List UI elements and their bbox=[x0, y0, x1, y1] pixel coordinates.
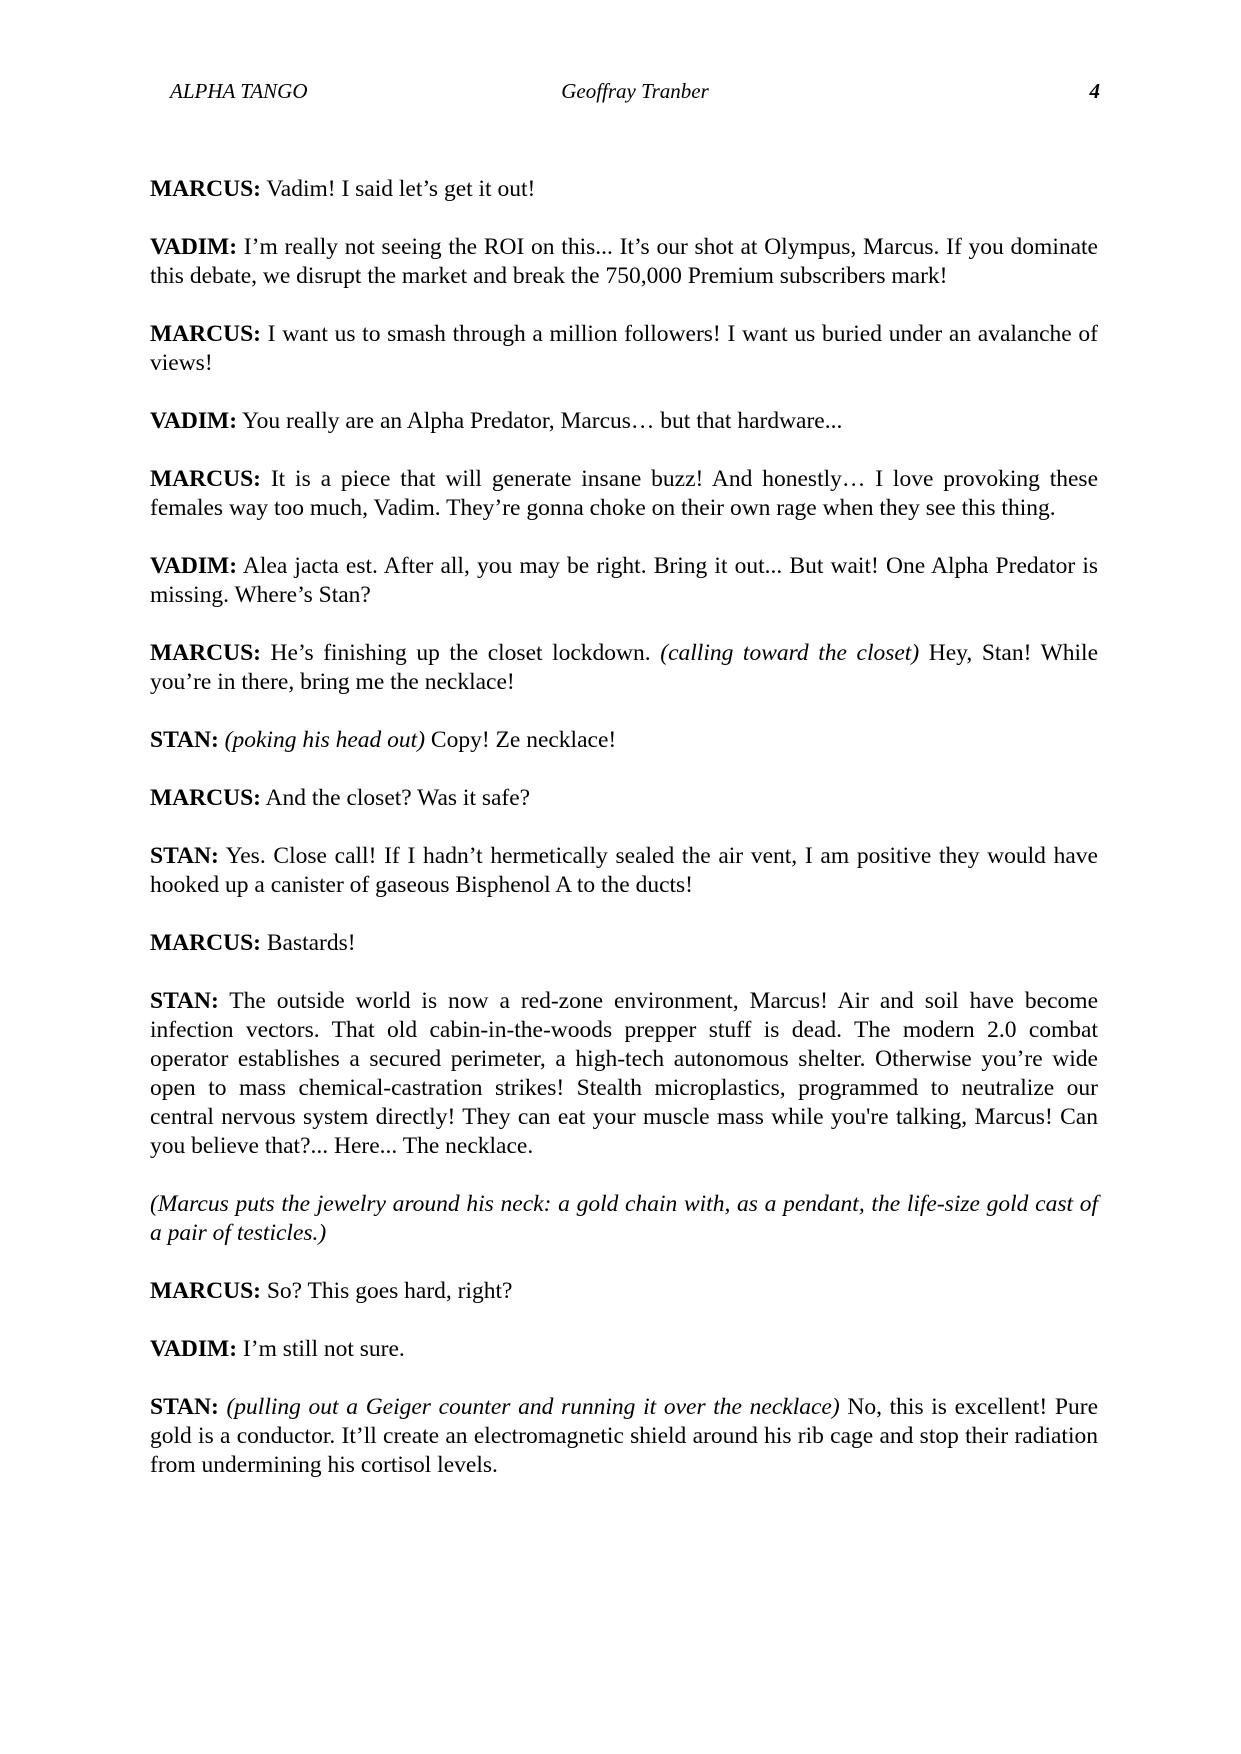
dialogue-line bbox=[150, 175, 1098, 204]
parenthetical: (poking his head out) bbox=[224, 727, 426, 753]
dialogue-text: You really are an Alpha Predator, Marcus… but that hardware... bbox=[237, 408, 843, 434]
dialogue-text: Copy! Ze necklace! bbox=[425, 727, 617, 753]
speaker-name: MARCUS: bbox=[150, 930, 261, 956]
dialogue-line bbox=[150, 784, 1098, 813]
running-header bbox=[170, 76, 1100, 106]
dialogue-text: And the closet? Was it safe? bbox=[260, 785, 531, 811]
speaker-name: VADIM: bbox=[150, 553, 238, 579]
dialogue-text: Alea jacta est. After all, you may be right. Bring it out... But wait! One Alpha Predator is missing. Where’s Stan? bbox=[150, 553, 1098, 608]
parenthetical: (pulling out a Geiger counter and running it over the necklace) bbox=[226, 1394, 840, 1420]
dialogue-line bbox=[150, 320, 1098, 378]
script-body bbox=[150, 175, 1098, 1509]
dialogue-line bbox=[150, 929, 1098, 958]
dialogue-line bbox=[150, 987, 1098, 1161]
speaker-name: STAN: bbox=[150, 727, 219, 753]
speaker-name: VADIM: bbox=[150, 1336, 238, 1362]
header-author: Geoffray Tranber bbox=[561, 79, 709, 103]
dialogue-text: Bastards! bbox=[260, 930, 356, 956]
speaker-name: VADIM: bbox=[150, 234, 238, 260]
dialogue-line bbox=[150, 1277, 1098, 1306]
dialogue-text: Yes. Close call! If I hadn’t hermetically sealed the air vent, I am positive they would have hooked up a canister of gaseous Bisphenol A to the ducts! bbox=[150, 843, 1098, 898]
speaker-name: MARCUS: bbox=[150, 466, 261, 492]
dialogue-line bbox=[150, 407, 1098, 436]
dialogue-line bbox=[150, 1335, 1098, 1364]
parenthetical: (calling toward the closet) bbox=[660, 640, 920, 666]
dialogue-line bbox=[150, 1393, 1098, 1480]
dialogue-text: Hey, Stan! While you’re in there, bring me the necklace! bbox=[150, 640, 1099, 695]
dialogue-line bbox=[150, 639, 1098, 697]
speaker-name: STAN: bbox=[150, 843, 219, 869]
dialogue-line bbox=[150, 842, 1098, 900]
speaker-name: MARCUS: bbox=[150, 785, 261, 811]
speaker-name: VADIM: bbox=[150, 408, 238, 434]
speaker-name: MARCUS: bbox=[150, 640, 261, 666]
header-title: ALPHA TANGO bbox=[170, 79, 308, 103]
dialogue-text: I’m really not seeing the ROI on this... It’s our shot at Olympus, Marcus. If you dominate this debate, we disrupt the market and break the 750,000 Premium subscribers mark! bbox=[150, 234, 1098, 289]
stage-direction: (Marcus puts the jewelry around his neck: a gold chain with, as a pendant, the life-size gold cast of a pair of testicles.) bbox=[150, 1191, 1098, 1246]
speaker-name: MARCUS: bbox=[150, 176, 261, 202]
dialogue-line bbox=[150, 233, 1098, 291]
page-number: 4 bbox=[1089, 79, 1100, 103]
dialogue-line bbox=[150, 465, 1098, 523]
dialogue-text: The outside world is now a red-zone environment, Marcus! Air and soil have become infection vectors. That old cabin-in-the-woods prepper stuff is dead. The modern 2.0 combat operator establishes a secured perimeter, a high-tech autonomous shelter. Otherwise you’re wide open to mass chemical-castration strikes! Stealth microplastics, programmed to neutralize our central nervous system directly! They can eat your muscle mass while you're talking, Marcus! Can you believe that?... Here... The necklace. bbox=[150, 988, 1098, 1159]
dialogue-text: So? This goes hard, right? bbox=[260, 1278, 513, 1304]
speaker-name: STAN: bbox=[150, 1394, 219, 1420]
dialogue-text: He’s finishing up the closet lockdown. bbox=[260, 640, 661, 666]
dialogue-text: It is a piece that will generate insane buzz! And honestly… I love provoking these females way too much, Vadim. They’re gonna choke on their own rage when they see this thing. bbox=[150, 466, 1098, 521]
dialogue-line bbox=[150, 726, 1098, 755]
speaker-name: MARCUS: bbox=[150, 321, 261, 347]
speaker-name: STAN: bbox=[150, 988, 219, 1014]
dialogue-text: No, this is excellent! Pure gold is a conductor. It’ll create an electromagnetic shield around his rib cage and stop their radiation from undermining his cortisol levels. bbox=[150, 1394, 1099, 1478]
speaker-name: MARCUS: bbox=[150, 1278, 261, 1304]
dialogue-text: I’m still not sure. bbox=[237, 1336, 405, 1362]
dialogue-line bbox=[150, 552, 1098, 610]
dialogue-text: Vadim! I said let’s get it out! bbox=[260, 176, 536, 202]
dialogue-text: I want us to smash through a million followers! I want us buried under an avalanche of views! bbox=[150, 321, 1098, 376]
